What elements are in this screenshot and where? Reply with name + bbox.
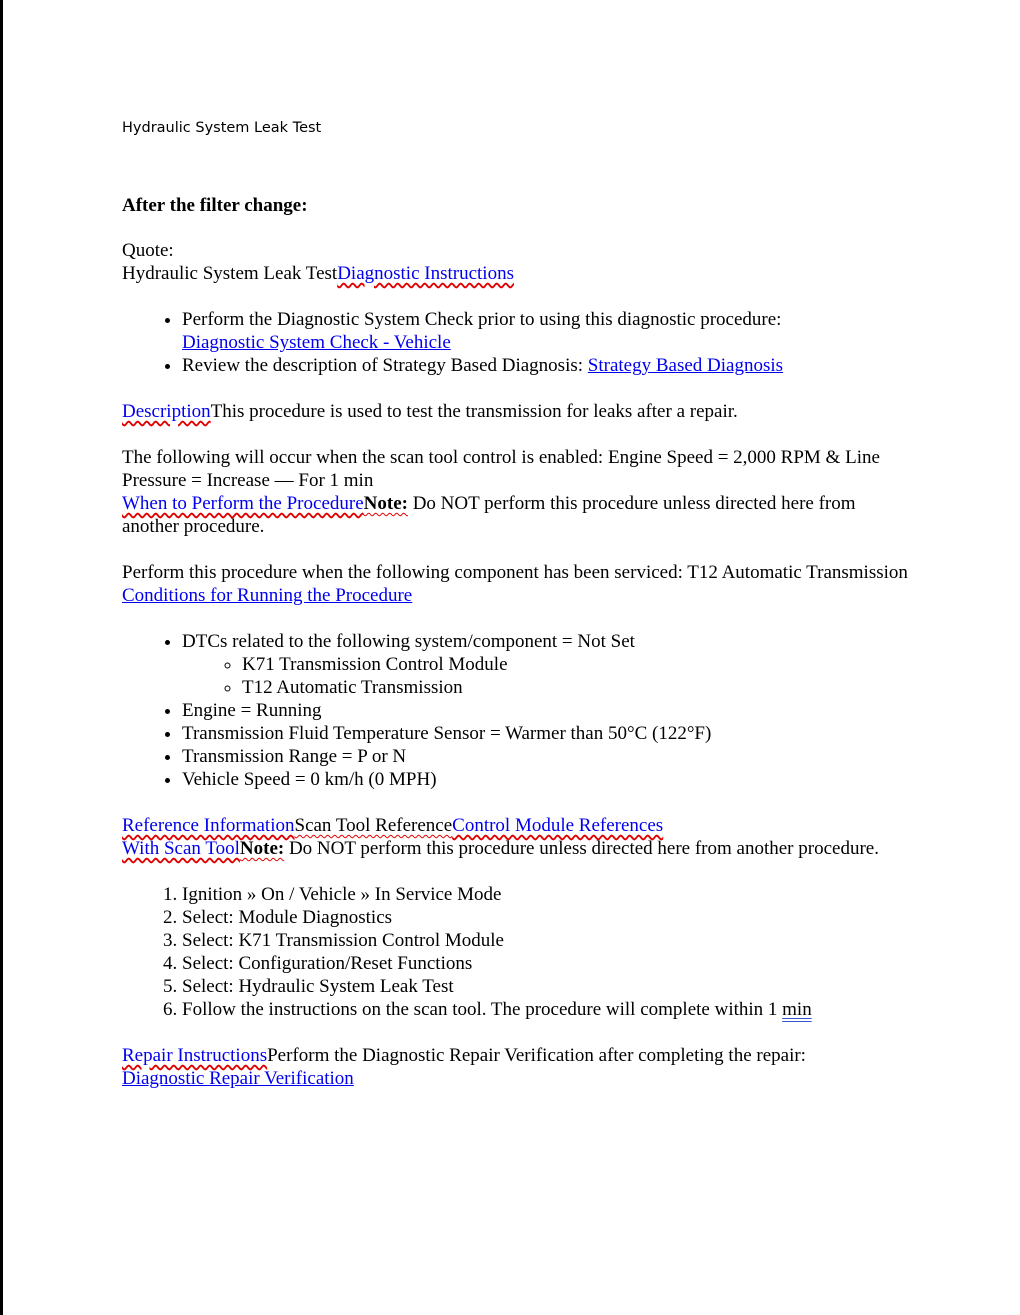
procedure-title: Hydraulic System Leak Test bbox=[122, 263, 338, 284]
perform-when-text: Perform this procedure when the following component has been serviced: T12 Automatic Transmission bbox=[122, 562, 908, 583]
note-label: Note: bbox=[363, 493, 408, 514]
list-item: 1. Ignition » On / Vehicle » In Service Mode bbox=[182, 883, 912, 906]
list-item: 3. Select: K71 Transmission Control Module bbox=[182, 929, 912, 952]
list-item-text: Review the description of Strategy Based Diagnosis: bbox=[182, 355, 584, 376]
conditions-list bbox=[122, 630, 912, 791]
list-item: 2. Select: Module Diagnostics bbox=[182, 906, 912, 929]
repair-paragraph bbox=[122, 1044, 912, 1090]
diagnostic-system-check-link[interactable]: Diagnostic System Check - Vehicle bbox=[182, 332, 451, 353]
control-module-references-link[interactable]: Control Module References bbox=[452, 815, 664, 836]
note-label: Note: bbox=[239, 838, 285, 859]
scan-tool-control-text: The following will occur when the scan tool control is enabled: Engine Speed = 2,000 RPM & Line Pressure = Increase — For 1 min bbox=[122, 447, 880, 491]
list-item-text: Follow the instructions on the scan tool. The procedure will complete within 1 bbox=[182, 999, 778, 1020]
list-item: ◦ T12 Automatic Transmission bbox=[242, 676, 912, 699]
perform-when-paragraph bbox=[122, 561, 912, 607]
when-to-perform-link[interactable]: When to Perform the Procedure bbox=[122, 493, 364, 514]
list-item-text: DTCs related to the following system/component = Not Set bbox=[182, 631, 635, 652]
list-item: • Transmission Fluid Temperature Sensor = Warmer than 50°C (122°F) bbox=[182, 722, 912, 745]
list-item: ◦ K71 Transmission Control Module bbox=[242, 653, 912, 676]
note-text: Do NOT perform this procedure unless directed here from another procedure. bbox=[288, 838, 879, 859]
description-paragraph bbox=[122, 400, 912, 423]
with-scan-tool-link[interactable]: With Scan Tool bbox=[122, 838, 240, 859]
section-heading: After the filter change: bbox=[122, 195, 308, 216]
diagnostic-repair-verification-link[interactable]: Diagnostic Repair Verification bbox=[122, 1068, 354, 1089]
scan-tool-control-paragraph bbox=[122, 446, 912, 538]
list-item: • Transmission Range = P or N bbox=[182, 745, 912, 768]
quote-block bbox=[122, 239, 912, 285]
diagnostic-instructions-link[interactable]: Diagnostic Instructions bbox=[337, 263, 514, 284]
document-body bbox=[122, 193, 912, 1113]
list-item bbox=[182, 354, 912, 377]
time-unit: min bbox=[782, 999, 812, 1020]
list-item: 4. Select: Configuration/Reset Functions bbox=[182, 952, 912, 975]
reference-information-link[interactable]: Reference Information bbox=[122, 815, 295, 836]
list-item bbox=[182, 308, 912, 354]
list-item bbox=[182, 998, 912, 1021]
repair-instructions-link[interactable]: Repair Instructions bbox=[122, 1045, 268, 1066]
strategy-based-diagnosis-link[interactable]: Strategy Based Diagnosis bbox=[587, 355, 784, 376]
list-item: • Vehicle Speed = 0 km/h (0 MPH) bbox=[182, 768, 912, 791]
instructions-list bbox=[122, 308, 912, 377]
page-left-border bbox=[0, 0, 3, 1315]
list-item bbox=[182, 630, 912, 699]
description-link[interactable]: Description bbox=[122, 401, 211, 422]
repair-text: Perform the Diagnostic Repair Verification after completing the repair: bbox=[267, 1045, 806, 1066]
note-text: Do NOT perform this procedure unless directed here from another procedure. bbox=[122, 493, 856, 537]
scan-tool-steps-list bbox=[122, 883, 912, 1021]
page-header-title: Hydraulic System Leak Test bbox=[122, 120, 322, 136]
list-item: 5. Select: Hydraulic System Leak Test bbox=[182, 975, 912, 998]
scan-tool-reference-text: Scan Tool Reference bbox=[294, 815, 453, 836]
dtc-sublist bbox=[182, 653, 912, 699]
list-item: • Engine = Running bbox=[182, 699, 912, 722]
quote-label: Quote: bbox=[122, 240, 174, 261]
description-text: This procedure is used to test the transmission for leaks after a repair. bbox=[210, 401, 738, 422]
list-item-text: Perform the Diagnostic System Check prior to using this diagnostic procedure: bbox=[182, 309, 782, 330]
conditions-link[interactable]: Conditions for Running the Procedure bbox=[122, 585, 413, 606]
reference-paragraph bbox=[122, 814, 912, 860]
